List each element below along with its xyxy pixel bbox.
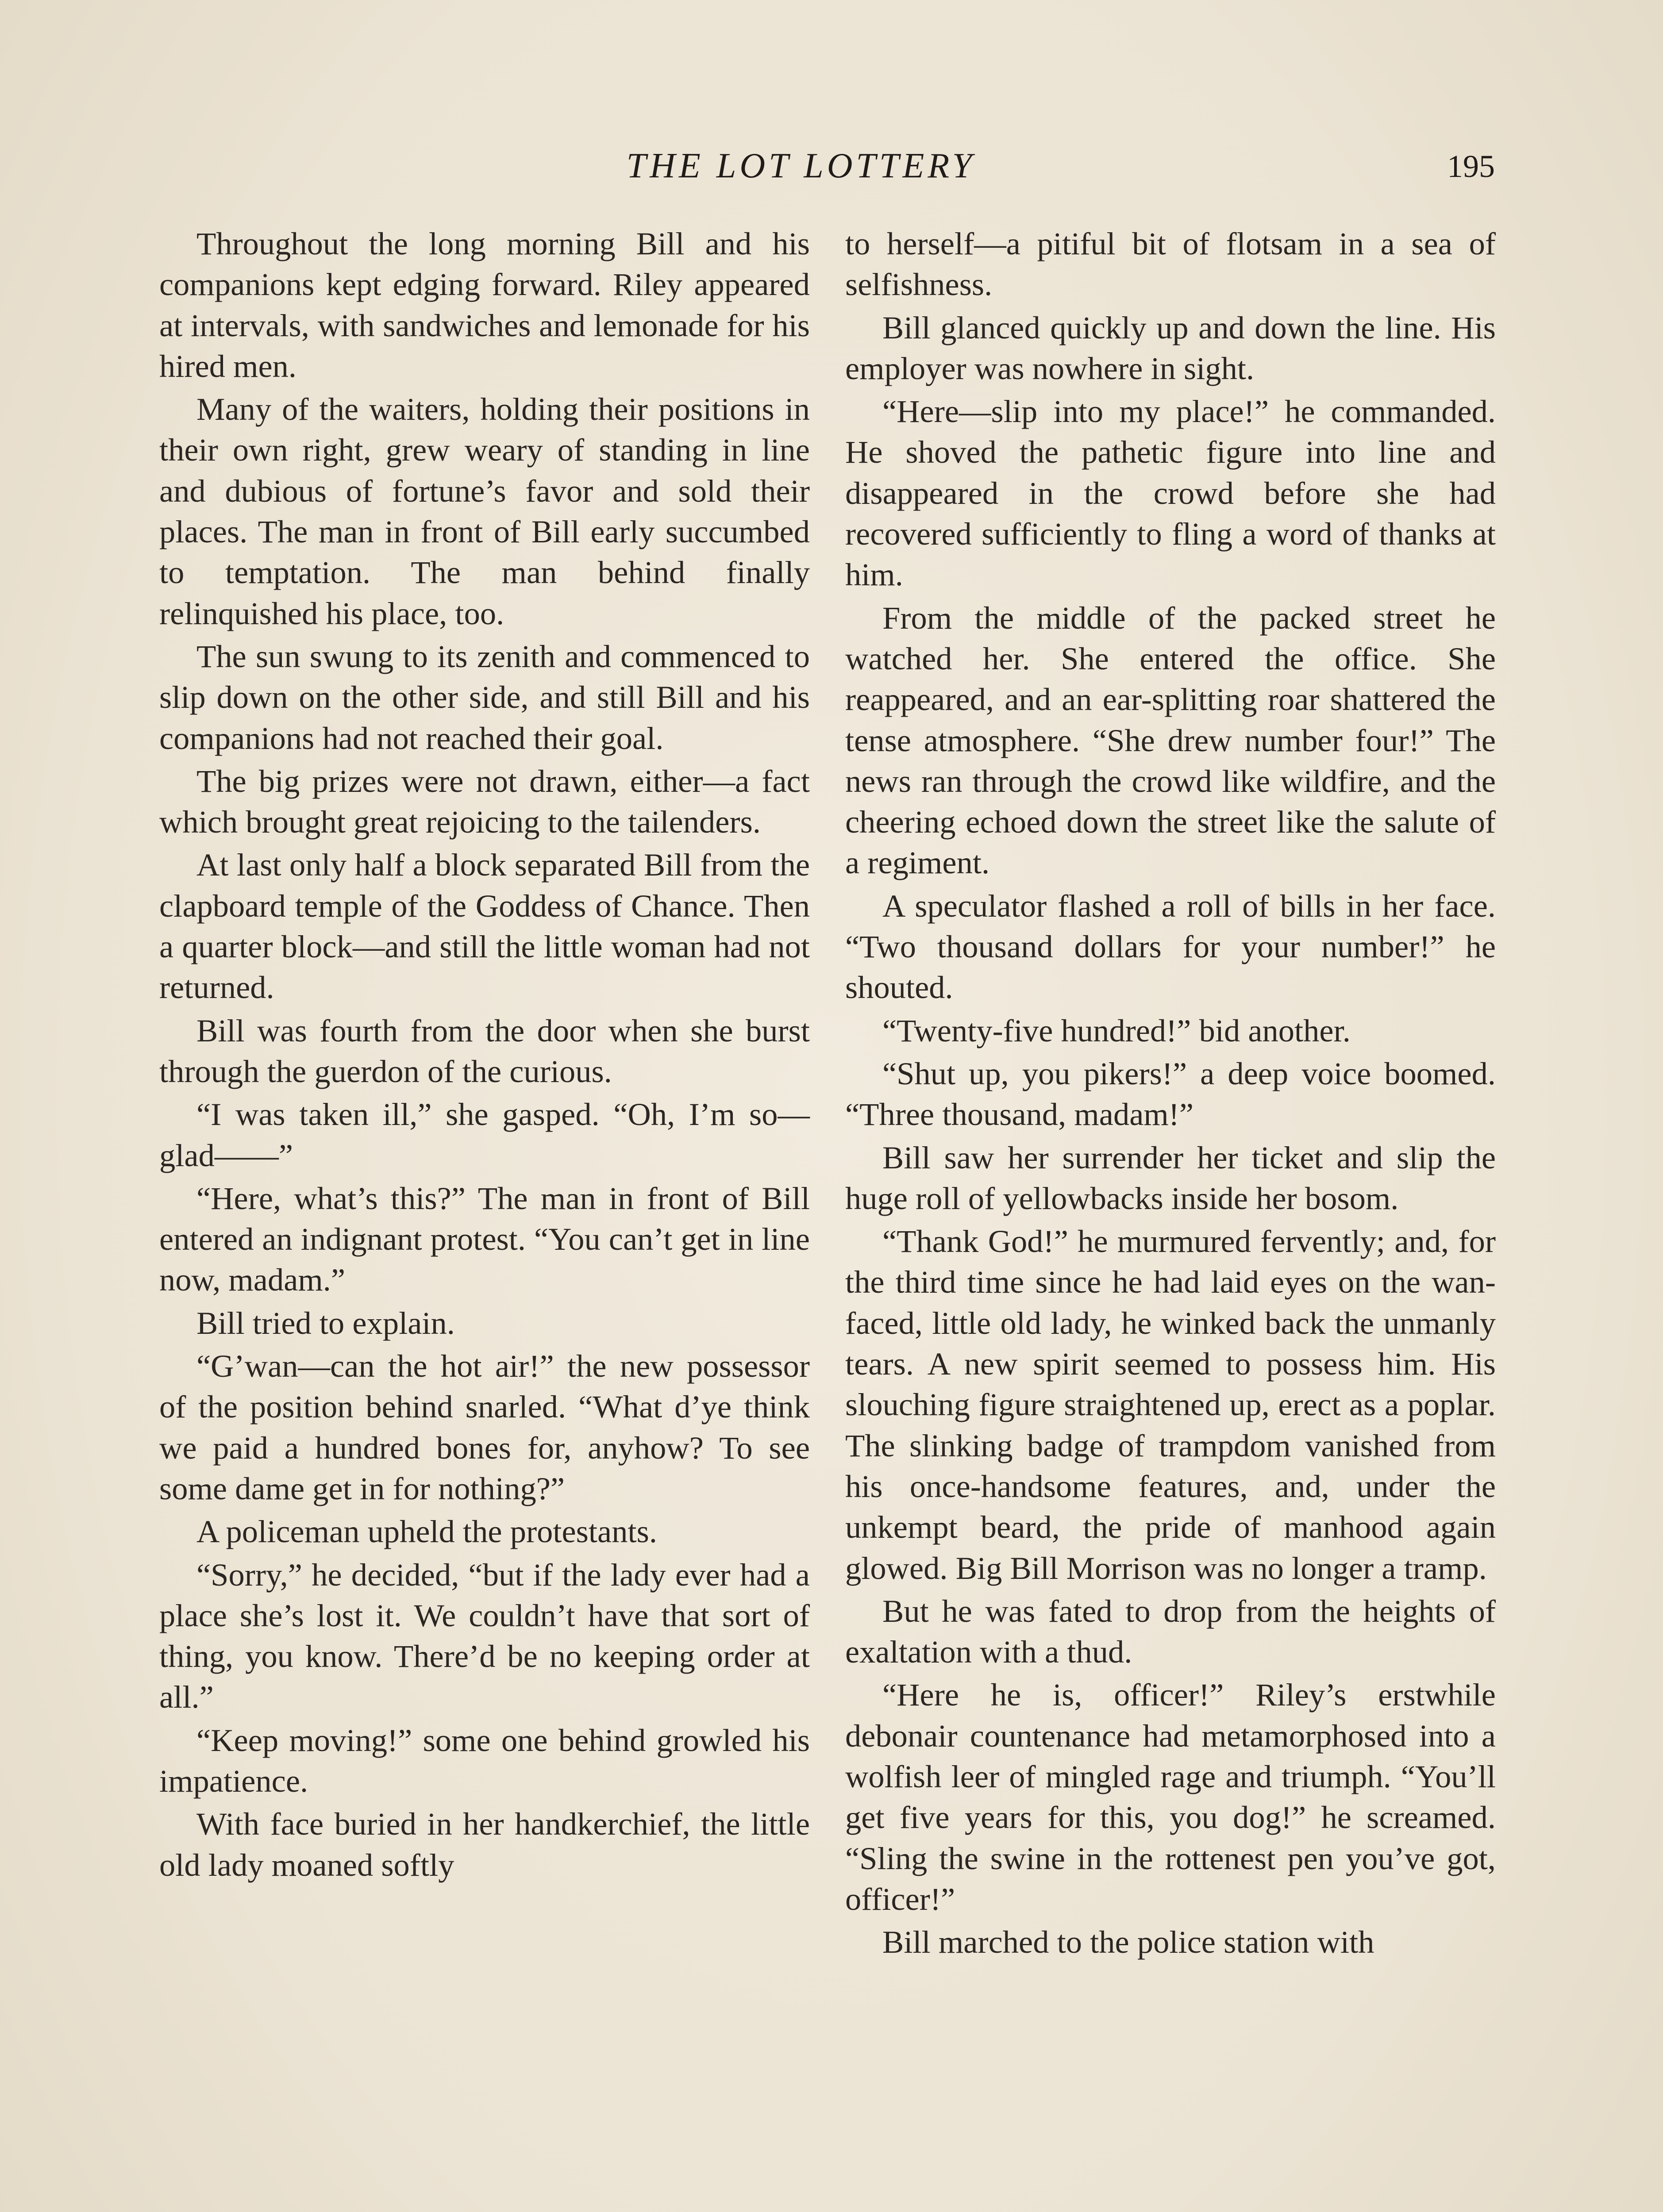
paragraph: Throughout the long morning Bill and his companions kept edging forward. Riley appeared at intervals, with sandwiches and lemonade for his hired men.	[159, 226, 810, 384]
paragraph: A speculator flashed a roll of bills in her face. “Two thousand dollars for your number!” he shouted.	[845, 887, 1496, 1006]
paragraph: At last only half a block separated Bill from the clapboard temple of the Goddess of Chance. Then a quarter block—and still the little woman had not returned.	[159, 847, 810, 1006]
paragraph: Bill tried to explain.	[196, 1305, 455, 1341]
paragraph: “Here he is, officer!” Riley’s erstwhile debonair countenance had metamorphosed into a wolfish leer of mingled rage and triumph. “You’ll get five years for this, you dog!” he screamed. “Sling the swine in the rottenest pen you’ve got, officer!”	[845, 1677, 1496, 1917]
page-number: 195	[1447, 149, 1495, 184]
paragraph: “Sorry,” he decided, “but if the lady ever had a place she’s lost it. We couldn’t have that sort of thing, you know. There’d be no keeping order at all.”	[159, 1556, 810, 1715]
paragraph: With face buried in her handkerchief, the little old lady moaned softly	[159, 1806, 810, 1883]
paragraph: But he was fated to drop from the heights of exaltation with a thud.	[845, 1593, 1496, 1670]
left-column	[159, 223, 810, 1888]
paragraph: “G’wan—can the hot air!” the new possessor of the position behind snarled. “What d’ye think we paid a hundred bones for, anyhow? To see some dame get in for nothing?”	[159, 1348, 810, 1506]
paragraph: “Keep moving!” some one behind growled his impatience.	[159, 1722, 810, 1799]
running-title: THE LOT LOTTERY	[626, 146, 976, 185]
paragraph: Bill was fourth from the door when she burst through the guerdon of the curious.	[159, 1012, 810, 1089]
paragraph: “Twenty-five hundred!” bid another.	[882, 1012, 1351, 1048]
paragraph: “Shut up, you pikers!” a deep voice boomed. “Three thousand, madam!”	[845, 1055, 1496, 1133]
paragraph: “Thank God!” he murmured fervently; and, for the third time since he had laid eyes on the wan-faced, little old lady, he winked back the unmanly tears. A new spirit seemed to possess him. His slouching figure straightened up, erect as a poplar. The slinking badge of trampdom vanished from his once-handsome features, and, under the unkempt beard, the pride of manhood again glowed. Big Bill Morrison was no longer a tramp.	[845, 1223, 1496, 1586]
paragraph: The sun swung to its zenith and commenced to slip down on the other side, and still Bill and his companions had not reached their goal.	[159, 638, 810, 756]
paragraph: “Here, what’s this?” The man in front of Bill entered an indignant protest. “You can’t get in line now, madam.”	[159, 1180, 810, 1298]
paragraph: From the middle of the packed street he watched her. She entered the office. She reappeared, and an ear-splitting roar shattered the tense atmosphere. “She drew number four!” The news ran through the crowd like wildfire, and the cheering echoed down the street like the salute of a regiment.	[845, 599, 1496, 881]
paragraph: The big prizes were not drawn, either—a fact which brought great rejoicing to the tailenders.	[159, 763, 810, 840]
paragraph: “I was taken ill,” she gasped. “Oh, I’m so—glad——”	[159, 1096, 810, 1173]
right-column	[845, 223, 1496, 1965]
paragraph: Bill saw her surrender her ticket and slip the huge roll of yellowbacks inside her bosom.	[845, 1139, 1496, 1216]
paragraph: Bill glanced quickly up and down the line. His employer was nowhere in sight.	[845, 309, 1496, 386]
paragraph: A policeman upheld the protestants.	[196, 1513, 657, 1550]
paragraph: Many of the waiters, holding their positions in their own right, grew weary of standing in line and dubious of fortune’s favor and sold their places. The man in front of Bill early succumbed to temptation. The man behind finally relinquished his place, too.	[159, 391, 810, 631]
paragraph-continued: to herself—a pitiful bit of flotsam in a sea of selfishness.	[845, 226, 1496, 303]
paragraph: “Here—slip into my place!” he commanded. He shoved the pathetic figure into line and disappeared in the crowd before she had recovered sufficiently to fling a word of thanks at him.	[845, 393, 1496, 593]
paragraph: Bill marched to the police station with	[882, 1924, 1374, 1960]
